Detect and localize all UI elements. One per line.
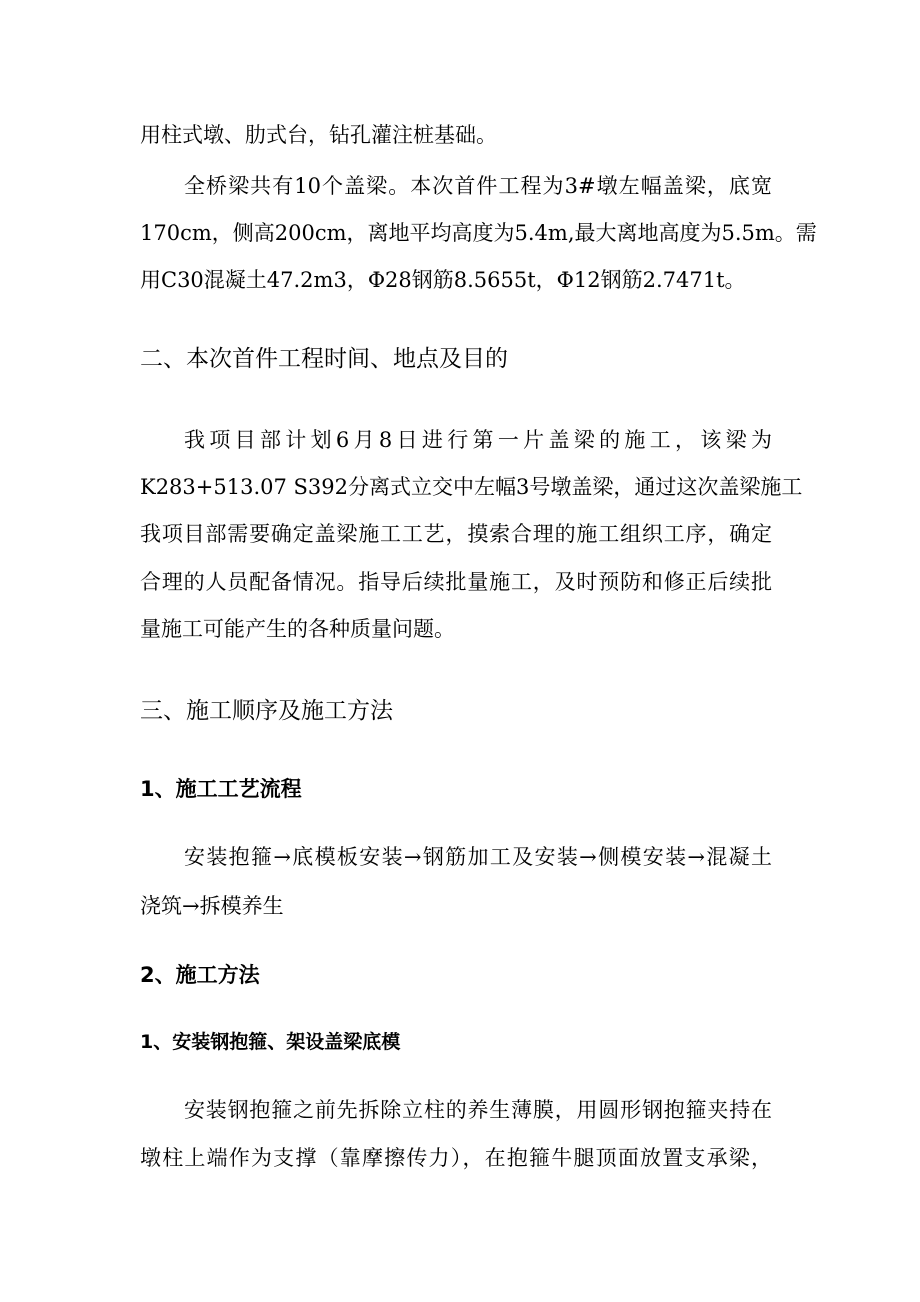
section-3-heading: 三、施工顺序及施工方法	[140, 698, 393, 724]
intro-paragraph-2-line-3: 用C30混凝土47.2m3，Φ28钢筋8.5655t，Φ12钢筋2.7471t。	[140, 268, 746, 292]
intro-paragraph-2-line-1: 全桥梁共有10个盖梁。本次首件工程为3#墩左幅盖梁，底宽	[184, 174, 772, 198]
section-2-line-1: 我项目部计划6月8日进行第一片盖梁的施工，该梁为	[184, 428, 772, 452]
section-2-heading: 二、本次首件工程时间、地点及目的	[140, 346, 508, 372]
intro-paragraph-2-line-2: 170cm，侧高200cm，离地平均高度为5.4m,最大离地高度为5.5m。需	[140, 221, 817, 245]
section-2-line-2: K283+513.07 S392分离式立交中左幅3号墩盖梁，通过这次盖梁施工	[140, 475, 803, 499]
method-item-1-line-1: 安装钢抱箍之前先拆除立柱的养生薄膜，用圆形钢抱箍夹持在	[184, 1098, 772, 1122]
process-flow-line-2: 浇筑→拆模养生	[140, 894, 284, 918]
section-2-line-4: 合理的人员配备情况。指导后续批量施工，及时预防和修正后续批	[140, 570, 772, 594]
intro-line-1: 用柱式墩、肋式台，钻孔灌注桩基础。	[140, 123, 497, 147]
process-flow-line-1: 安装抱箍→底模板安装→钢筋加工及安装→侧模安装→混凝土	[184, 845, 772, 869]
section-2-line-5: 量施工可能产生的各种质量问题。	[140, 617, 455, 641]
method-item-1-heading: 1、安装钢抱箍、架设盖梁底模	[140, 1031, 401, 1053]
section-2-line-3: 我项目部需要确定盖梁施工工艺，摸索合理的施工组织工序，确定	[140, 522, 772, 546]
section-3-sub-2-heading: 2、施工方法	[140, 963, 260, 987]
section-3-sub-1-heading: 1、施工工艺流程	[140, 777, 302, 801]
method-item-1-line-2: 墩柱上端作为支撑（靠摩擦传力），在抱箍牛腿顶面放置支承梁，	[140, 1146, 772, 1170]
